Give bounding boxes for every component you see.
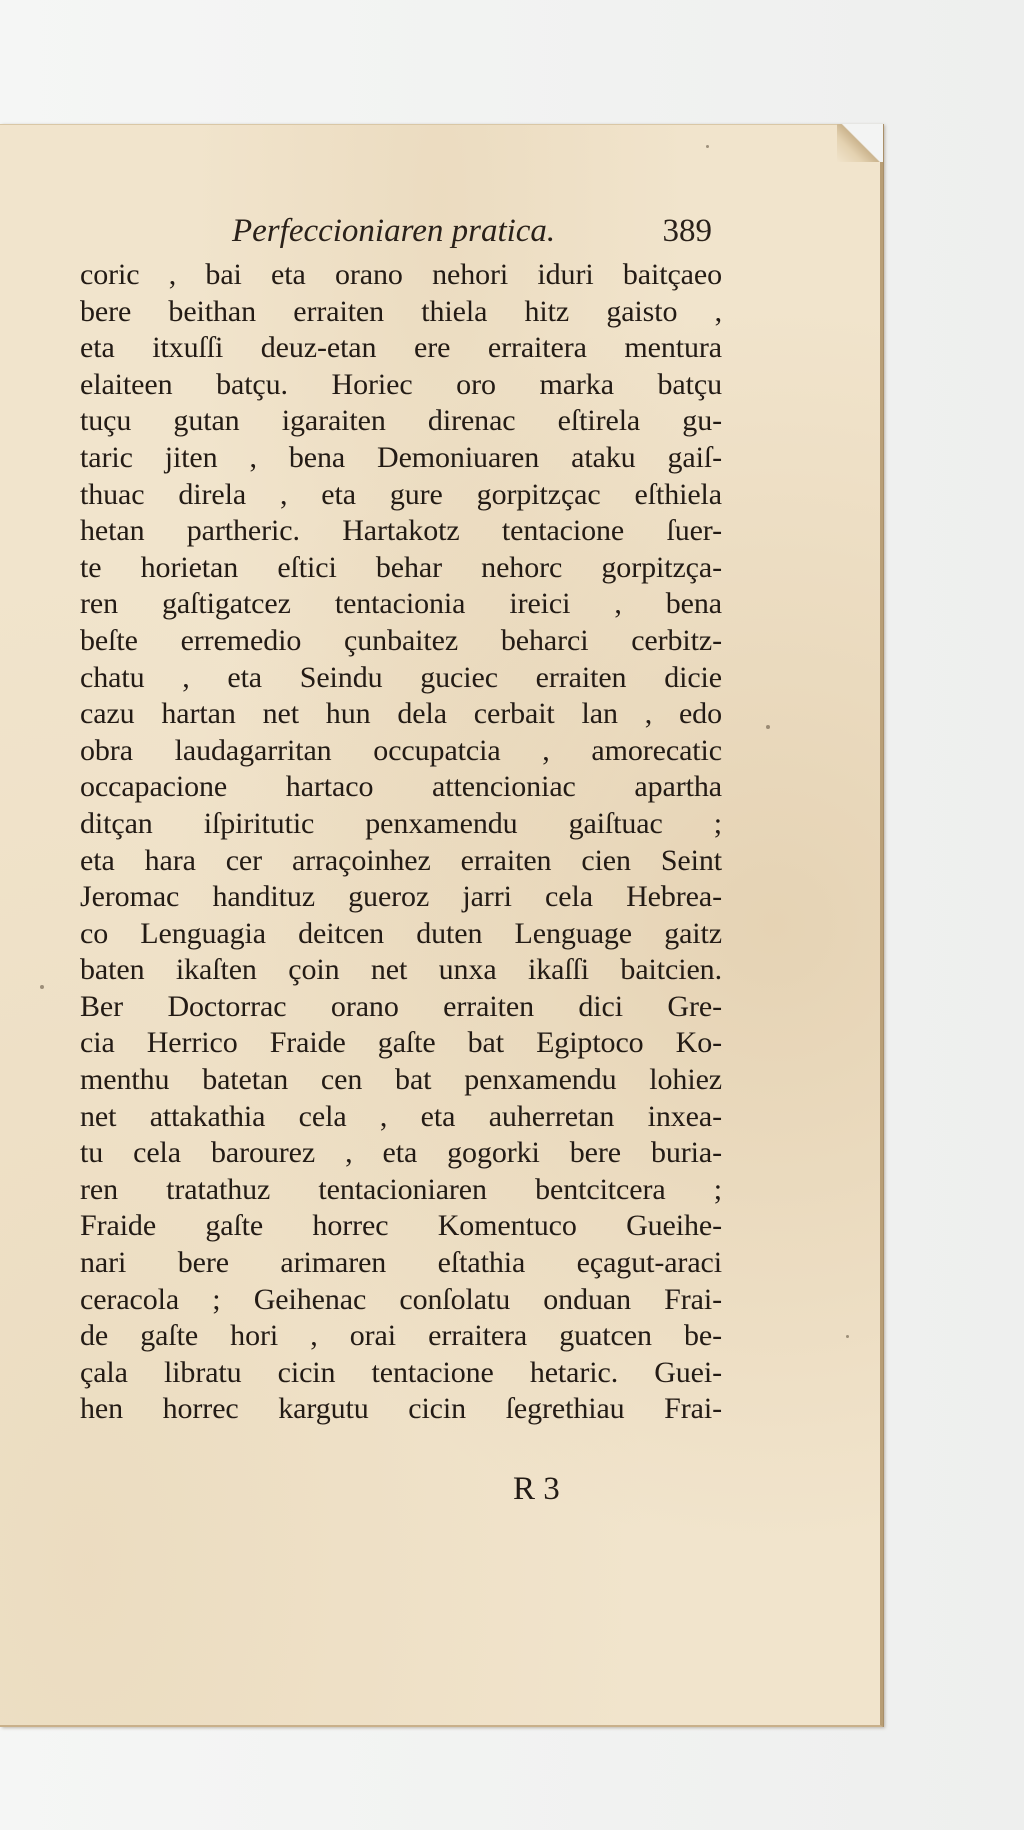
page-corner-fold: [837, 124, 883, 162]
text-line: Fraide gaſte horrec Komentuco Gueihe-: [80, 1209, 722, 1243]
text-line: nari bere arimaren eſtathia eçagut-araci: [80, 1246, 722, 1280]
text-line: çala libratu cicin tentacione hetaric. Guei-: [80, 1355, 722, 1389]
text-line: bere beithan erraiten thiela hitz gaisto ,: [80, 294, 722, 328]
text-line: ceracola ; Geihenac conſolatu onduan Frai-: [80, 1282, 722, 1316]
paper-speck: [40, 985, 44, 989]
text-line: ren tratathuz tentacioniaren bentcitcera ;: [80, 1172, 722, 1206]
text-line: cia Herrico Fraide gaſte bat Egiptoco Ko-: [80, 1026, 722, 1060]
text-line: Ber Doctorrac orano erraiten dici Gre-: [80, 989, 722, 1023]
paper-speck: [706, 145, 709, 148]
text-line: thuac direla , eta gure gorpitzçac eſthiela: [80, 477, 722, 511]
text-line: elaiteen batçu. Horiec oro marka batçu: [80, 367, 722, 401]
text-line: obra laudagarritan occupatcia , amorecatic: [80, 733, 722, 767]
text-line: te horietan eſtici behar nehorc gorpitzça-: [80, 550, 722, 584]
text-line: cazu hartan net hun dela cerbait lan , edo: [80, 697, 722, 731]
paper-speck: [846, 1335, 849, 1338]
text-line: Jeromac handituz gueroz jarri cela Hebrea-: [80, 880, 722, 914]
text-line: hetan partheric. Hartakotz tentacione ſuer-: [80, 514, 722, 548]
text-line: eta itxuſſi deuz-etan ere erraitera mentura: [80, 331, 722, 365]
text-line: hen horrec kargutu cicin ſegrethiau Frai-: [80, 1392, 722, 1426]
text-line: coric , bai eta orano nehori iduri baitçaeo: [80, 258, 722, 291]
text-line: tuçu gutan igaraiten direnac eſtirela gu-: [80, 404, 722, 438]
text-line: beſte erremedio çunbaitez beharci cerbitz-: [80, 623, 722, 657]
text-line: chatu , eta Seindu guciec erraiten dicie: [80, 660, 722, 694]
printer-signature: R 3: [513, 1471, 560, 1507]
text-line: tu cela barourez , eta gogorki bere buria-: [80, 1136, 722, 1170]
text-line: co Lenguagia deitcen duten Lenguage gaitz: [80, 916, 722, 950]
body-text: [80, 257, 722, 1428]
running-head: [232, 213, 712, 259]
paper-speck: [766, 725, 770, 729]
text-line: net attakathia cela , eta auherretan inxea-: [80, 1099, 722, 1133]
text-line: taric jiten , bena Demoniuaren ataku gaiſ-: [80, 440, 722, 474]
page-number: 389: [662, 213, 712, 249]
text-line: ditçan iſpiritutic penxamendu gaiſtuac ;: [80, 806, 722, 840]
text-line: ren gaſtigatcez tentacionia ireici , bena: [80, 587, 722, 621]
text-line: baten ikaſten çoin net unxa ikaſſi baitcien.: [80, 953, 722, 987]
book-page: [0, 124, 883, 1727]
text-line: occapacione hartaco attencioniac apartha: [80, 770, 722, 804]
text-line: eta hara cer arraçoinhez erraiten cien Seint: [80, 843, 722, 877]
text-line: menthu batetan cen bat penxamendu lohiez: [80, 1063, 722, 1097]
running-head-title: Perfeccioniaren pratica.: [232, 213, 556, 249]
text-line: de gaſte hori , orai erraitera guatcen be-: [80, 1319, 722, 1353]
